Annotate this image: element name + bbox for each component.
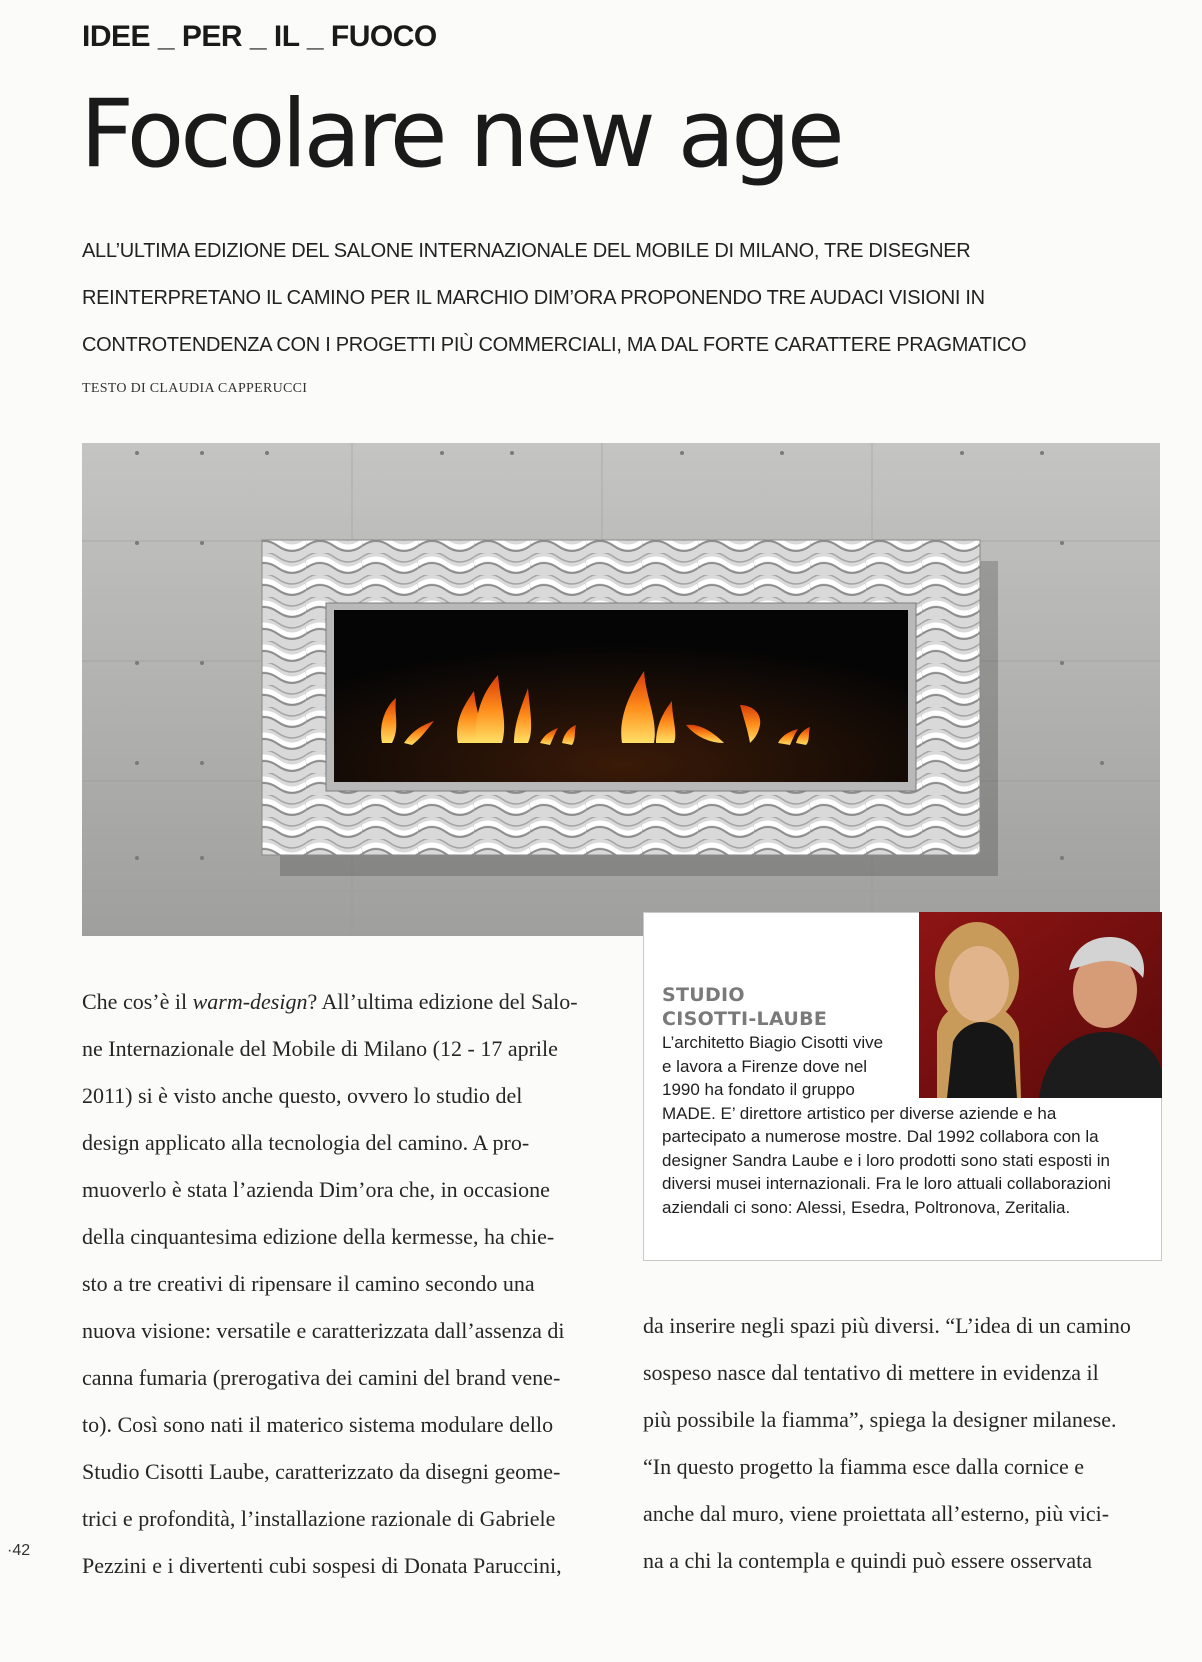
body-line: canna fumaria (prerogativa dei camini del brand vene- [82,1365,561,1390]
body-line: sospeso nasce dal tentativo di mettere in evidenza il [643,1360,1099,1385]
profile-title-line: CISOTTI-LAUBE [662,1008,828,1030]
body-line: ne Internazionale del Mobile di Milano (12 - 17 aprile [82,1036,558,1061]
body-line: na a chi la contempla e quindi può essere osservata [643,1548,1093,1573]
profile-title [662,983,892,1031]
lead-line: REINTERPRETANO IL CAMINO PER IL MARCHIO DIM’ORA PROPONENDO TRE AUDACI VISIONI IN [82,287,985,309]
body-text: ? All’ultima edizione del Salo- [307,989,578,1014]
body-line: sto a tre creativi di ripensare il camino secondo una [82,1271,535,1296]
fireplace-photo [82,443,1160,936]
body-line: della cinquantesima edizione della kermesse, ha chie- [82,1224,555,1249]
designer-profile-box [643,912,1162,1261]
profile-text [662,1031,1152,1219]
body-line: nuova visione: versatile e caratterizzata dall’assenza di [82,1318,565,1343]
body-line: Pezzini e i divertenti cubi sospesi di Donata Paruccini, [82,1553,562,1578]
body-line: Studio Cisotti Laube, caratterizzato da disegni geome- [82,1459,561,1484]
profile-line: MADE. E’ direttore artistico per diverse aziende e ha [662,1103,1057,1123]
body-line: 2011) si è visto anche questo, ovvero lo studio del [82,1083,523,1108]
body-line: da inserire negli spazi più diversi. “L’idea di un camino [643,1313,1131,1338]
profile-line: e lavora a Firenze dove nel [662,1056,868,1076]
profile-line: diversi musei internazionali. Fra le loro attuali collaborazioni [662,1174,1111,1193]
body-column-right [643,1302,1163,1584]
profile-line: L’architetto Biagio Cisotti vive [662,1033,884,1052]
body-line: design applicato alla tecnologia del camino. A pro- [82,1130,530,1155]
body-column-left [82,978,604,1589]
profile-title-line: STUDIO [662,984,745,1006]
article-title: Focolare new age [80,80,841,189]
profile-line: aziendali ci sono: Alessi, Esedra, Poltronova, Zeritalia. [662,1197,1071,1217]
body-line: trici e profondità, l’installazione razionale di Gabriele [82,1506,556,1531]
page-number: ·42 [7,1542,31,1559]
body-line: anche dal muro, viene proiettata all’esterno, più vici- [643,1501,1110,1526]
lead-line: ALL’ULTIMA EDIZIONE DEL SALONE INTERNAZIONALE DEL MOBILE DI MILANO, TRE DISEGNER [82,240,971,262]
lead-line: CONTROTENDENZA CON I PROGETTI PIÙ COMMERCIALI, MA DAL FORTE CARATTERE PRAGMATICO [82,334,1027,356]
body-line [82,978,604,1025]
profile-line: designer Sandra Laube e i loro prodotti sono stati esposti in [662,1150,1110,1170]
body-line: “In questo progetto la fiamma esce dalla cornice e [643,1454,1085,1479]
profile-line: partecipato a numerose mostre. Dal 1992 collabora con la [662,1127,1099,1146]
body-line: muoverlo è stata l’azienda Dim’ora che, in occasione [82,1177,550,1202]
body-text: Che cos’è il [82,989,193,1014]
section-tag: IDEE _ PER _ IL _ FUOCO [82,20,437,53]
body-line: to). Così sono nati il materico sistema modulare dello [82,1412,554,1437]
fireplace-illustration [82,443,1160,936]
article-lead [82,228,1122,369]
byline: TESTO DI CLAUDIA CAPPERUCCI [82,381,308,396]
body-line: più possibile la fiamma”, spiega la designer milanese. [643,1407,1117,1432]
body-italic-term: warm-design [192,989,308,1014]
profile-line: 1990 ha fondato il gruppo [662,1080,855,1099]
